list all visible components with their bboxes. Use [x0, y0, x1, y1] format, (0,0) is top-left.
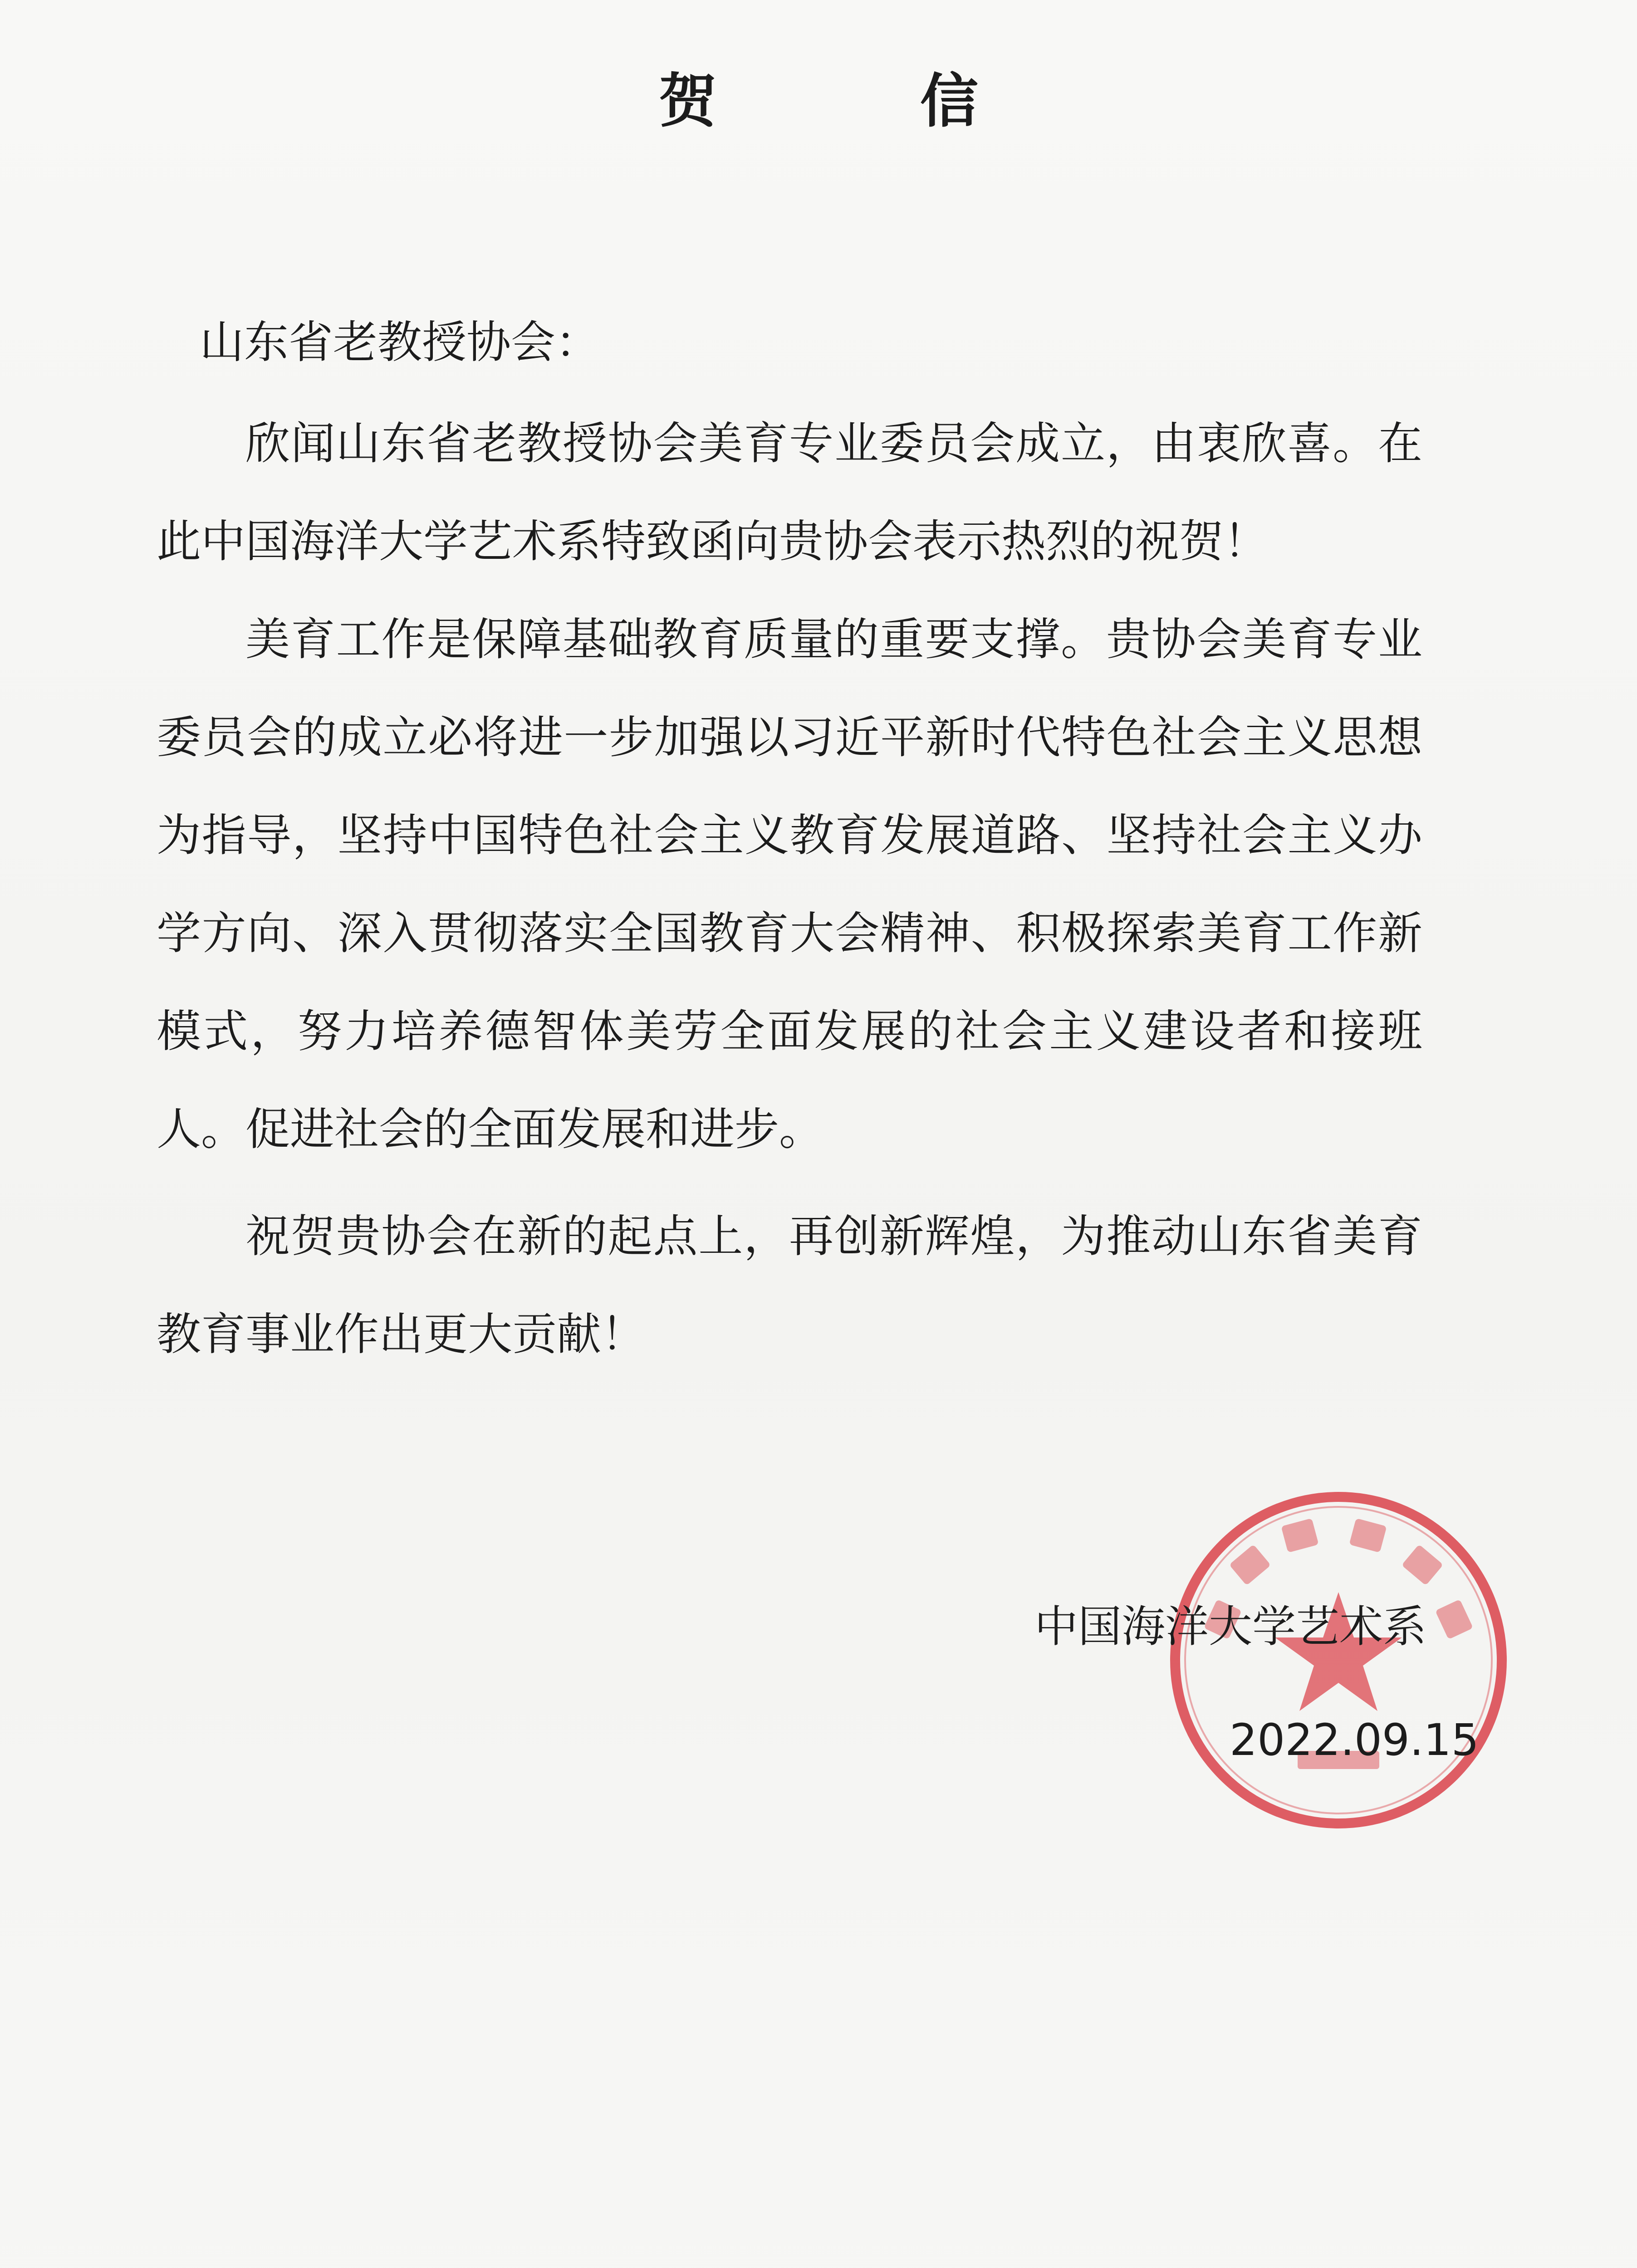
letter-body: [157, 395, 1422, 1383]
signature-date: 2022.09.15: [1230, 1715, 1479, 1765]
paragraph-2: 美育工作是保障基础教育质量的重要支撑。贵协会美育专业委员会的成立必将进一步加强以习近平新时代特色社会主义思想为指导，坚持中国特色社会主义教育发展道路、坚持社会主义办学方向、深入贯彻落实全国教育大会精神、积极探索美育工作新模式，努力培养德智体美劳全面发展的社会主义建设者和接班人。促进社会的全面发展和进步。: [157, 614, 1422, 1155]
paragraph-3: 祝贺贵协会在新的起点上，再创新辉煌，为推动山东省美育教育事业作出更大贡献！: [157, 1211, 1422, 1360]
page-title: 贺 信: [658, 67, 1051, 135]
signature-organization: 中国海洋大学艺术系: [1034, 1601, 1426, 1652]
paragraph-1: 欣闻山东省老教授协会美育专业委员会成立，由衷欣喜。在此中国海洋大学艺术系特致函向贵协会表示热烈的祝贺！: [157, 418, 1422, 567]
official-seal-icon: [1162, 1483, 1515, 1837]
salutation: 山东省老教授协会：: [200, 317, 600, 368]
